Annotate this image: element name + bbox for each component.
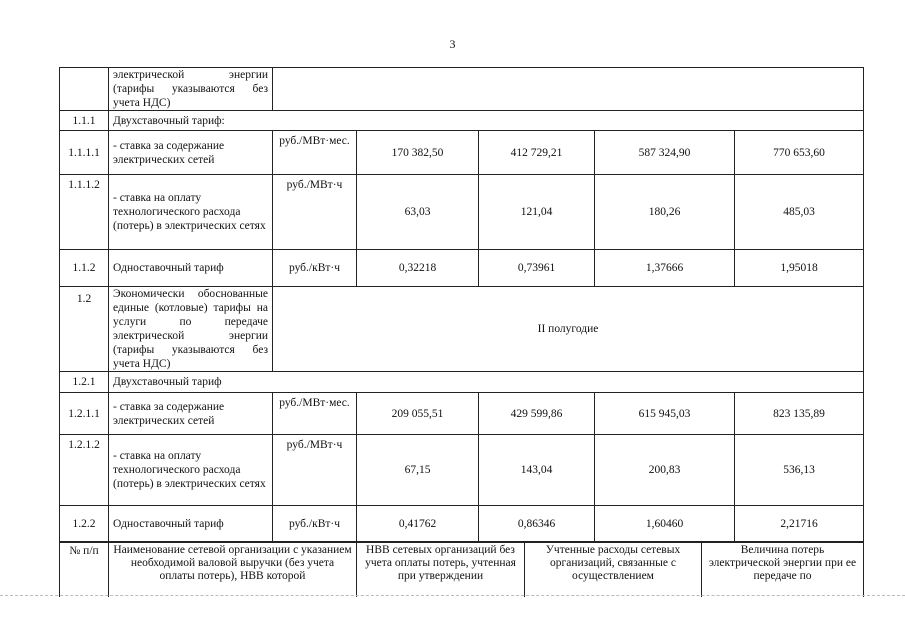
- losses-table-header: [59, 541, 864, 597]
- row-name: электрической энергии (тарифы указываются без учета НДС): [109, 68, 273, 111]
- row-name: - ставка на оплату технологического расхода (потерь) в электрических сетях: [109, 435, 273, 506]
- page-break-line: [0, 595, 905, 596]
- value-cell: 615 945,03: [595, 393, 735, 435]
- row-name: - ставка на оплату технологического расхода (потерь) в электрических сетях: [109, 175, 273, 250]
- value-cell: 1,60460: [595, 506, 735, 543]
- value-cell: 412 729,21: [479, 131, 595, 175]
- value-cell: 770 653,60: [735, 131, 864, 175]
- row-number: 1.2.1.1: [60, 393, 109, 435]
- row-number: 1.1.1.1: [60, 131, 109, 175]
- table-row: [60, 372, 864, 393]
- value-cell: 429 599,86: [479, 393, 595, 435]
- row-name: Одноставочный тариф: [109, 506, 273, 543]
- row-number: 1.2: [60, 287, 109, 372]
- row-number: 1.2.1: [60, 372, 109, 393]
- table-row: [60, 175, 864, 250]
- row-number: [60, 68, 109, 111]
- row-name: Одноставочный тариф: [109, 250, 273, 287]
- value-cell: 0,86346: [479, 506, 595, 543]
- row-number: 1.1.1: [60, 111, 109, 131]
- value-cell: 1,95018: [735, 250, 864, 287]
- row-unit: руб./МВт·мес.: [273, 393, 357, 435]
- value-cell: 200,83: [595, 435, 735, 506]
- page-number: 3: [449, 37, 456, 51]
- table-row: [60, 111, 864, 131]
- column-header-losses: Величина потерь электрической энергии при ее передаче по: [702, 542, 864, 598]
- value-cell: 0,73961: [479, 250, 595, 287]
- row-number: 1.2.1.2: [60, 435, 109, 506]
- row-number: 1.1.1.2: [60, 175, 109, 250]
- value-cell: 143,04: [479, 435, 595, 506]
- value-cell: 63,03: [357, 175, 479, 250]
- table-row: [60, 393, 864, 435]
- value-cell: 485,03: [735, 175, 864, 250]
- column-header-number: № п/п: [60, 542, 109, 598]
- row-unit: руб./МВт·мес.: [273, 131, 357, 175]
- value-cell: 170 382,50: [357, 131, 479, 175]
- row-unit: руб./МВт·ч: [273, 175, 357, 250]
- table-row: [60, 506, 864, 543]
- row-name: Двухставочный тариф:: [109, 111, 864, 131]
- period-label: II полугодие: [273, 287, 864, 372]
- value-cell: 536,13: [735, 435, 864, 506]
- value-cell: 0,32218: [357, 250, 479, 287]
- column-header-expenses: Учтенные расходы сетевых организаций, связанные с осуществлением: [525, 542, 702, 598]
- row-name: Двухставочный тариф: [109, 372, 864, 393]
- value-cell: 121,04: [479, 175, 595, 250]
- value-cell: 209 055,51: [357, 393, 479, 435]
- row-unit: руб./кВт·ч: [273, 250, 357, 287]
- header-row: [60, 542, 864, 598]
- value-cell: 587 324,90: [595, 131, 735, 175]
- row-name: Экономически обоснованные единые (котловые) тарифы на услуги по передаче электрической энергии (тарифы указываются без учета НДС): [109, 287, 273, 372]
- value-cell: 2,21716: [735, 506, 864, 543]
- column-header-nvv: НВВ сетевых организаций без учета оплаты потерь, учтенная при утверждении: [357, 542, 525, 598]
- value-cell: 67,15: [357, 435, 479, 506]
- value-cell: 1,37666: [595, 250, 735, 287]
- table-row: [60, 287, 864, 372]
- table-row: [60, 68, 864, 111]
- row-unit: руб./МВт·ч: [273, 435, 357, 506]
- row-unit: руб./кВт·ч: [273, 506, 357, 543]
- table-row: [60, 131, 864, 175]
- value-cell: 823 135,89: [735, 393, 864, 435]
- row-name: - ставка за содержание электрических сетей: [109, 131, 273, 175]
- column-header-organization: Наименование сетевой организации с указанием необходимой валовой выручки (без учета оплаты потерь), НВВ которой: [109, 542, 357, 598]
- row-number: 1.1.2: [60, 250, 109, 287]
- table-row: [60, 435, 864, 506]
- value-cell: 0,41762: [357, 506, 479, 543]
- value-cell: 180,26: [595, 175, 735, 250]
- table-row: [60, 250, 864, 287]
- row-name: - ставка за содержание электрических сетей: [109, 393, 273, 435]
- tariff-table: [59, 67, 864, 543]
- row-number: 1.2.2: [60, 506, 109, 543]
